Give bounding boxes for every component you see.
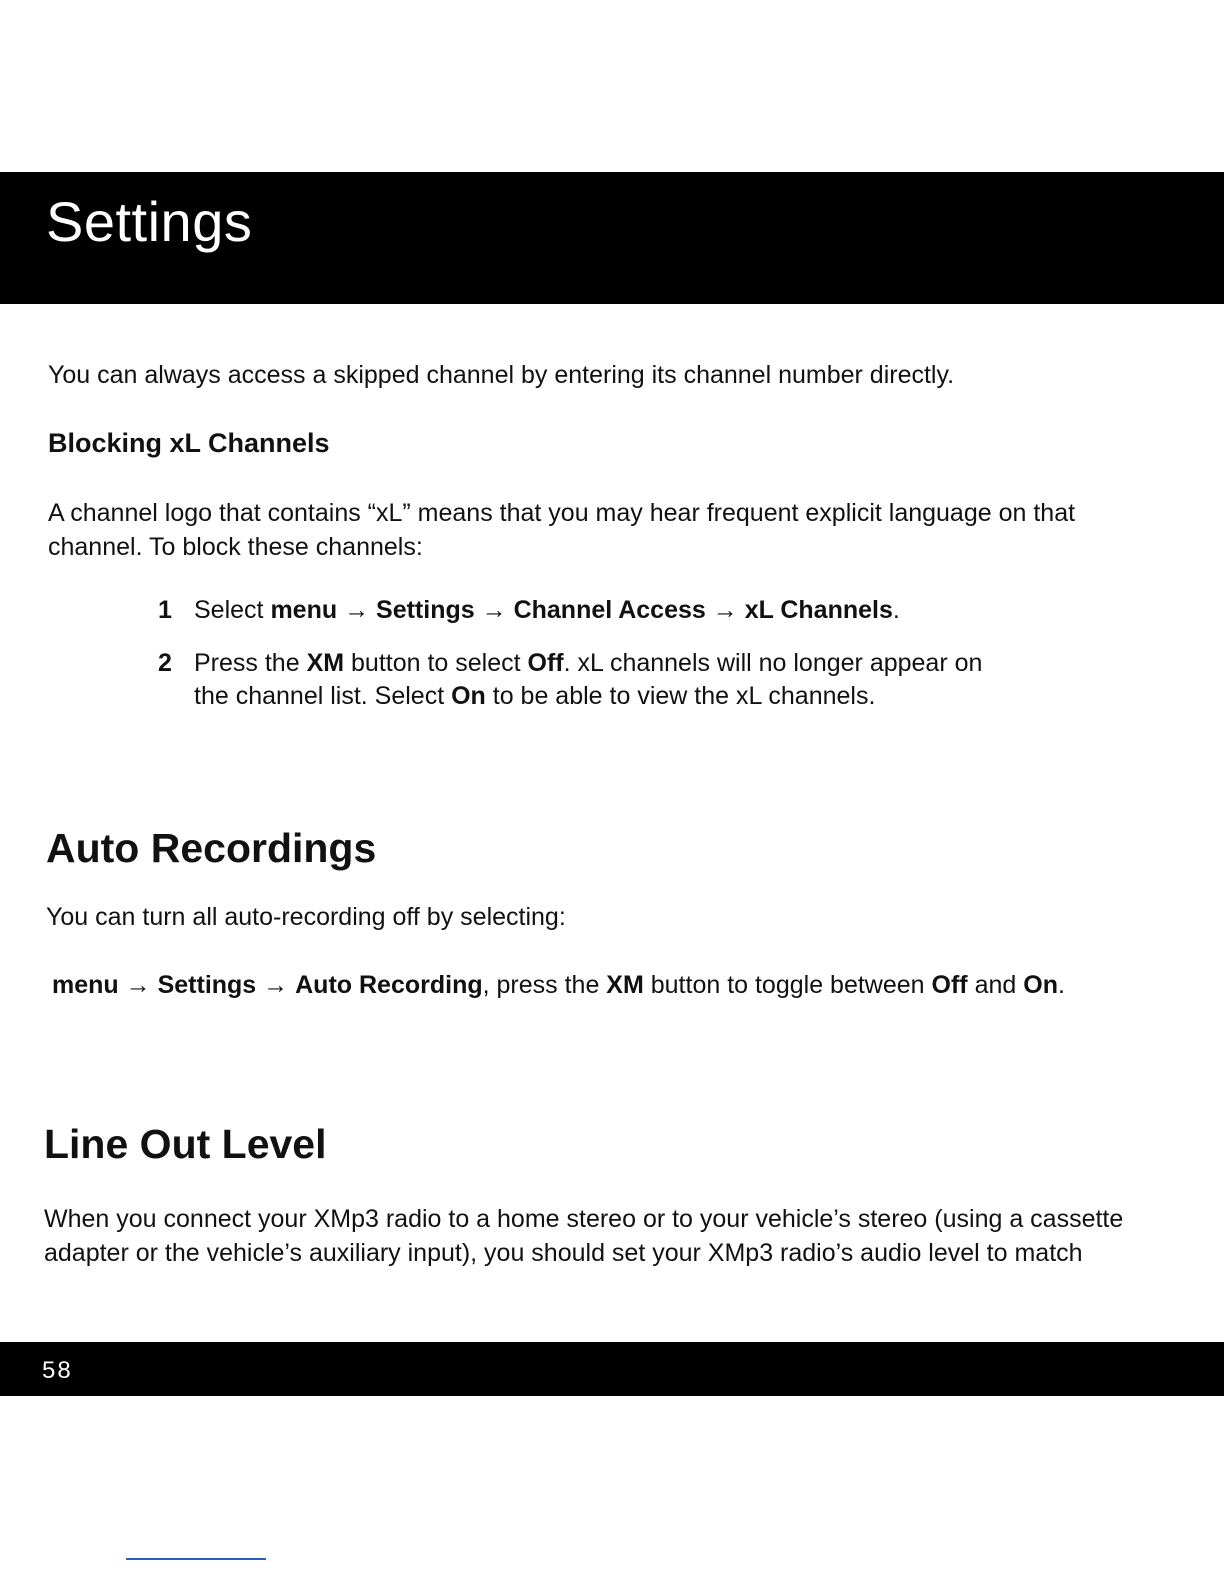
decorative-line [126,1558,266,1560]
channel-access-label: Channel Access [513,596,706,624]
footer-bar [0,1342,1224,1396]
arrow-icon: → [705,596,745,624]
text-run: . [892,596,900,624]
menu-label: menu [52,971,119,999]
step-number: 2 [158,649,172,677]
step-number: 1 [158,596,172,624]
auto-recordings-paragraph: You can turn all auto-recording off by selecting: [46,903,566,931]
auto-recording-label: Auto Recording [295,971,483,999]
text-run: button to select [344,649,528,677]
auto-recording-path [52,968,1212,1002]
menu-label: menu [270,596,338,624]
text-run: Select [194,596,271,624]
arrow-icon: → [256,971,296,999]
page-title: Settings [46,190,253,253]
settings-label: Settings [376,596,475,624]
auto-recordings-title: Auto Recordings [46,825,377,871]
arrow-icon: → [337,596,377,624]
blocking-paragraph: A channel logo that contains “xL” means that you may hear frequent explicit language on that channel. To block these channels: [48,499,1076,561]
step-text [194,594,1054,627]
on-label: On [451,682,486,710]
arrow-icon: → [474,596,514,624]
xl-channels-label: xL Channels [744,596,893,624]
text-run: . [1057,971,1065,999]
line-out-level-title: Line Out Level [44,1121,327,1167]
arrow-icon: → [118,971,158,999]
page-number: 58 [42,1357,73,1384]
text-run: button to toggle between [643,971,932,999]
line-out-paragraph: When you connect your XMp3 radio to a home stereo or to your vehicle’s stereo (using a cassette adapter or the vehicle’s auxiliary input), you should set your XMp3 radio’s audio level to match [44,1205,1124,1267]
intro-text: You can always access a skipped channel by entering its channel number directly. [48,361,955,389]
off-label: Off [527,649,564,677]
text-run: to be able to view the xL channels. [485,682,876,710]
text-run: . xL channels will no longer appear on the channel list. Select [194,649,983,710]
text-run: Press the [194,649,307,677]
settings-label: Settings [157,971,257,999]
on-label: On [1023,971,1058,999]
xm-label: XM [306,649,345,677]
off-label: Off [931,971,968,999]
xm-label: XM [606,971,644,999]
text-run: and [967,971,1024,999]
blocking-heading: Blocking xL Channels [48,428,330,458]
text-run: , press the [482,971,607,999]
step-text [194,647,1024,713]
